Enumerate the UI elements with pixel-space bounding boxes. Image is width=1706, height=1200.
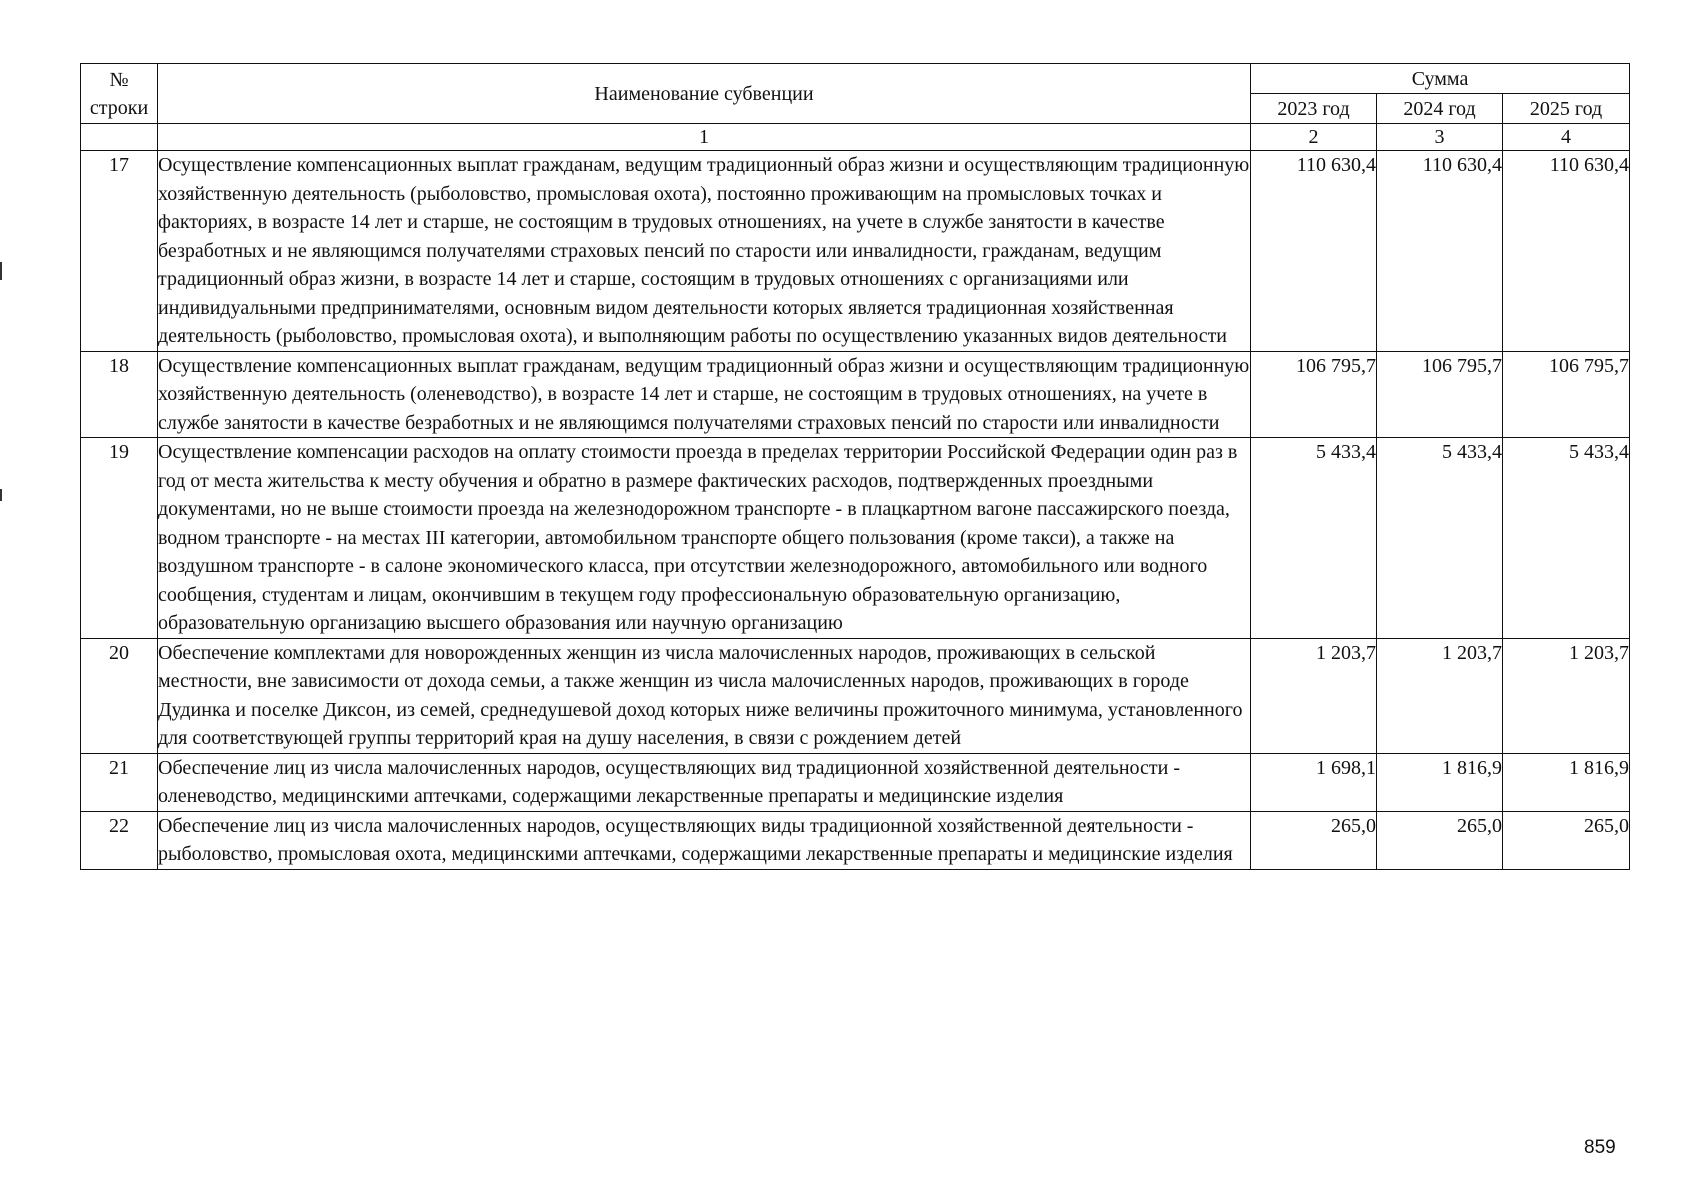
- header-year-2024: 2024 год: [1377, 94, 1503, 124]
- header-sum: Сумма: [1251, 64, 1630, 94]
- page-number: 859: [1584, 1137, 1616, 1158]
- subvention-name: Осуществление компенсационных выплат гражданам, ведущим традиционный образ жизни и осуществляющим традиционную хозяйственную деятельность (оленеводство), в возрасте 14 лет и старше, не состоящим в трудовых отношениях, на учете в службе занятости в качестве безработных и не являющимся получателями страховых пенсий по старости или инвалидности: [158, 351, 1251, 438]
- subvention-name: Обеспечение лиц из числа малочисленных народов, осуществляющих виды традиционной хозяйственной деятельности - рыболовство, промысловая охота, медицинскими аптечками, содержащими лекарственные препараты и медицинские изделия: [158, 811, 1251, 869]
- amount-2025: 1 203,7: [1503, 638, 1630, 753]
- header-year-2023: 2023 год: [1251, 94, 1377, 124]
- subvention-table: [80, 63, 1630, 870]
- scan-artifact: [0, 262, 2, 280]
- row-number: 18: [81, 351, 158, 438]
- row-number: 17: [81, 151, 158, 352]
- amount-2024: 106 795,7: [1377, 351, 1503, 438]
- subvention-name: Обеспечение комплектами для новорожденных женщин из числа малочисленных народов, проживающих в сельской местности, вне зависимости от дохода семьи, а также женщин из числа малочисленных народов, проживающих в городе Дудинка и поселке Диксон, из семей, среднедушевой доход которых ниже величины прожиточного минимума, установленного для соответствующей группы территорий края на душу населения, в связи с рождением детей: [158, 638, 1251, 753]
- amount-2024: 110 630,4: [1377, 151, 1503, 352]
- table-row: [81, 438, 1630, 639]
- table-row: [81, 811, 1630, 869]
- subvention-name: Осуществление компенсации расходов на оплату стоимости проезда в пределах территории Российской Федерации один раз в год от места жительства к месту обучения и обратно в размере фактических расходов, подтвержденных проездными документами, но не выше стоимости проезда на железнодорожном транспорте - в плацкартном вагоне пассажирского поезда, водном транспорте - на местах III категории, автомобильном транспорте общего пользования (кроме такси), а также на воздушном транспорте - в салоне экономического класса, при отсутствии железнодорожного, автомобильного или водного сообщения, студентам и лицам, окончившим в текущем году профессиональную образовательную организацию, образовательную организацию высшего образования или научную организацию: [158, 438, 1251, 639]
- amount-2023: 110 630,4: [1251, 151, 1377, 352]
- amount-2024: 1 203,7: [1377, 638, 1503, 753]
- column-index-cell: 3: [1377, 124, 1503, 151]
- row-number: 19: [81, 438, 158, 639]
- amount-2025: 110 630,4: [1503, 151, 1630, 352]
- amount-2024: 1 816,9: [1377, 753, 1503, 811]
- header-row-number: № строки: [81, 64, 158, 124]
- table-row: [81, 753, 1630, 811]
- row-number: 20: [81, 638, 158, 753]
- amount-2023: 1 698,1: [1251, 753, 1377, 811]
- amount-2024: 5 433,4: [1377, 438, 1503, 639]
- table-row: [81, 151, 1630, 352]
- column-index-cell: 4: [1503, 124, 1630, 151]
- amount-2025: 106 795,7: [1503, 351, 1630, 438]
- subvention-name: Обеспечение лиц из числа малочисленных народов, осуществляющих вид традиционной хозяйственной деятельности - оленеводство, медицинскими аптечками, содержащими лекарственные препараты и медицинские изделия: [158, 753, 1251, 811]
- scan-artifact: [0, 489, 2, 501]
- amount-2023: 1 203,7: [1251, 638, 1377, 753]
- column-index-cell: 1: [158, 124, 1251, 151]
- amount-2025: 265,0: [1503, 811, 1630, 869]
- column-index-cell: 2: [1251, 124, 1377, 151]
- amount-2023: 5 433,4: [1251, 438, 1377, 639]
- column-index-row: [81, 124, 1630, 151]
- row-number: 22: [81, 811, 158, 869]
- amount-2025: 1 816,9: [1503, 753, 1630, 811]
- amount-2023: 106 795,7: [1251, 351, 1377, 438]
- column-index-cell: [81, 124, 158, 151]
- table-row: [81, 638, 1630, 753]
- subvention-name: Осуществление компенсационных выплат гражданам, ведущим традиционный образ жизни и осуществляющим традиционную хозяйственную деятельность (рыболовство, промысловая охота), постоянно проживающим на промысловых точках и факториях, в возрасте 14 лет и старше, не состоящим в трудовых отношениях, на учете в службе занятости в качестве безработных и не являющимся получателями страховых пенсий по старости или инвалидности, гражданам, ведущим традиционный образ жизни, в возрасте 14 лет и старше, состоящим в трудовых отношениях с организациями или индивидуальными предпринимателями, основным видом деятельности которых является традиционная хозяйственная деятельность (рыболовство, промысловая охота), и выполняющим работы по осуществлению указанных видов деятельности: [158, 151, 1251, 352]
- header-year-2025: 2025 год: [1503, 94, 1630, 124]
- amount-2025: 5 433,4: [1503, 438, 1630, 639]
- amount-2024: 265,0: [1377, 811, 1503, 869]
- header-subvention-name: Наименование субвенции: [158, 64, 1251, 124]
- row-number: 21: [81, 753, 158, 811]
- amount-2023: 265,0: [1251, 811, 1377, 869]
- table-row: [81, 351, 1630, 438]
